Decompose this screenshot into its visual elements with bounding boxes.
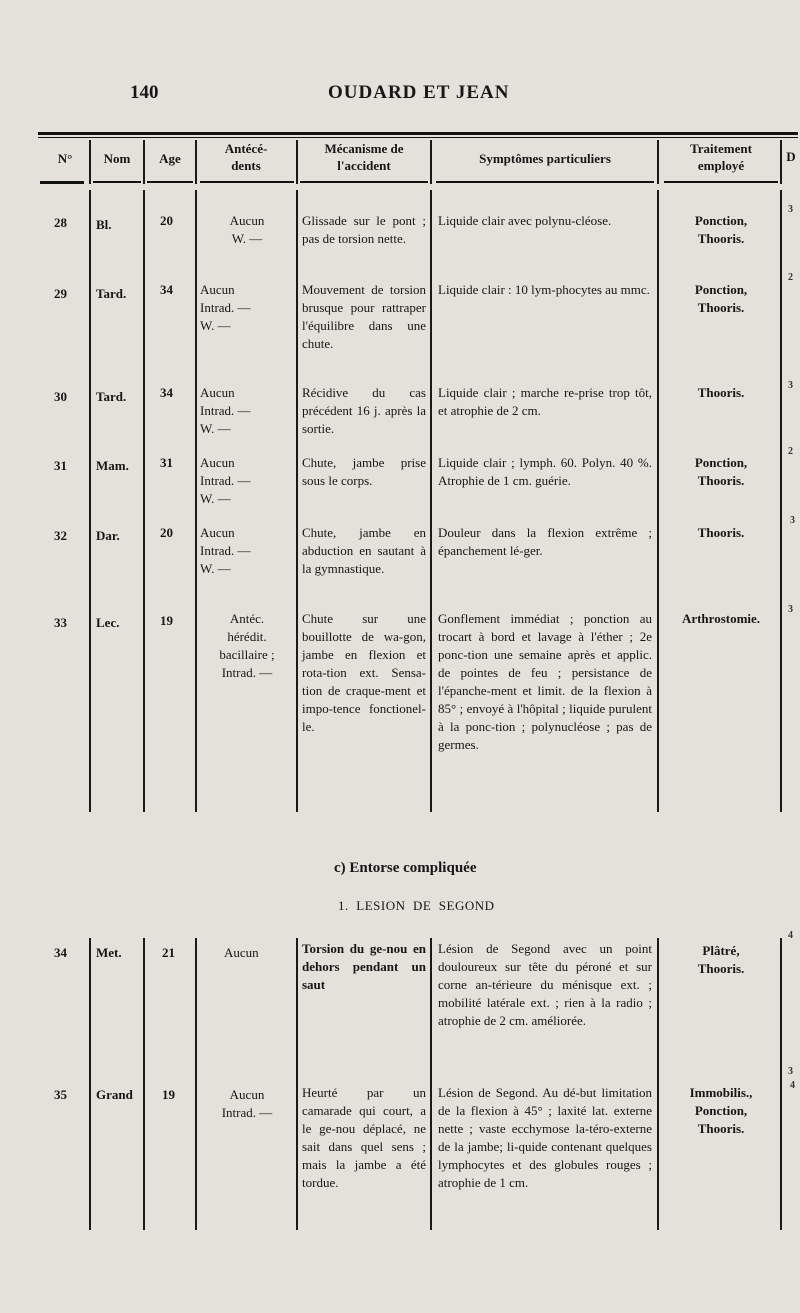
cell-no: 32 [54,528,67,543]
cell-antecedents: Aucun Intrad. — [221,1087,273,1120]
table-top-rule [38,132,798,135]
cell-traitement: Ponction, Thooris. [694,213,748,246]
cell-symptomes: Lésion de Segond avec un point douloureux sur tête du péroné et sur corne an-térieure du ménisque ext. ; mobilité latérale ext. ; rien à la radio ; atrophie de 2 cm. améliorée. [438,941,652,1028]
col-divider [657,938,659,1230]
cell-symptomes: Liquide clair avec polynu-cléose. [438,213,612,228]
cell-age: 19 [162,1087,175,1102]
header-rule-no [40,181,84,184]
header-traitement: Traitement employé [690,141,752,173]
edge-fragment: 3 [790,515,795,526]
header-nom: Nom [103,151,131,166]
cell-nom: Bl. [96,217,112,232]
edge-fragment: 2 [788,272,793,283]
col-divider [296,938,298,1230]
cell-mecanisme: Chute, jambe prise sous le corps. [302,455,426,488]
edge-fragment: 3 [788,380,793,391]
cell-no: 33 [54,615,67,630]
cell-age: 34 [160,282,173,297]
cell-mecanisme: Chute sur une bouillotte de wa-gon, jambe en flexion et rota-tion ext. Sensa-tion de craque-ment et impo-tence fonctionel-le. [302,611,426,734]
header-symptomes: Symptômes particuliers [479,151,611,166]
cell-antecedents: Aucun [224,945,259,960]
cell-symptomes: Liquide clair : 10 lym-phocytes au mmc. [438,282,650,297]
col-divider [430,190,432,812]
cell-nom: Grand [96,1087,133,1102]
cell-traitement: Plâtré, Thooris. [697,943,745,976]
header-rule-age [147,181,193,183]
col-divider [657,140,659,184]
cell-traitement: Immobilis., Ponction, Thooris. [689,1085,753,1136]
col-divider [89,190,91,812]
col-divider [143,938,145,1230]
cell-no: 28 [54,215,67,230]
cell-symptomes: Liquide clair ; lymph. 60. Polyn. 40 %. Atrophie de 1 cm. guérie. [438,455,652,488]
cell-nom: Met. [96,945,122,960]
cell-antecedents: Antéc. hérédit. bacillaire ; Intrad. — [219,611,275,680]
cell-nom: Tard. [96,286,127,301]
cell-antecedents: Aucun Intrad. — W. — [200,282,251,333]
cell-mecanisme: Mouvement de torsion brusque pour rattraper l'équilibre dans une chute. [302,282,426,351]
cell-nom: Mam. [96,458,129,473]
header-rule-symptomes [436,181,654,183]
col-divider [296,190,298,812]
col-divider [195,190,197,812]
subsection-title: 1. LESION DE SEGOND [338,898,495,913]
col-divider [780,140,782,184]
col-divider [89,938,91,1230]
cell-symptomes: Douleur dans la flexion extrême ; épanchement lé-ger. [438,525,652,558]
cell-traitement: Thooris. [697,385,745,400]
running-title: OUDARD ET JEAN [328,82,510,103]
cell-antecedents: Aucun Intrad. — W. — [200,385,251,436]
col-divider [89,140,91,184]
cell-mecanisme: Torsion du ge-nou en dehors pendant un saut [302,941,426,992]
cell-antecedents: Aucun Intrad. — W. — [200,455,251,506]
col-divider [195,938,197,1230]
col-divider [430,140,432,184]
edge-fragment: 4 [788,930,793,941]
cell-age: 19 [160,613,173,628]
header-rule-mecanisme [300,181,428,183]
cell-antecedents: Aucun W. — [229,213,265,246]
cell-nom: Tard. [96,389,127,404]
header-age: Age [159,151,181,166]
col-divider [296,140,298,184]
cell-traitement: Ponction, Thooris. [694,282,748,315]
cell-traitement: Ponction, Thooris. [694,455,748,488]
col-divider [143,140,145,184]
col-divider [143,190,145,812]
edge-fragment: 3 [788,204,793,215]
header-mecanisme: Mécanisme de l'accident [324,141,404,173]
cell-antecedents: Aucun Intrad. — W. — [200,525,251,576]
col-divider [780,190,782,812]
cell-symptomes: Lésion de Segond. Au dé-but limitation de la flexion à 45° ; laxité lat. externe nette ; vaste ecchymose la-téro-externe de la jambe; li-quide contenant quelques lymphocytes et des globules rouges ; atrophie de 1 cm. [438,1085,652,1190]
cell-no: 35 [54,1087,67,1102]
cell-traitement: Thooris. [697,525,745,540]
cell-age: 21 [162,945,175,960]
section-title: c) Entorse compliquée [334,860,477,876]
col-divider [195,140,197,184]
cell-age: 20 [160,213,173,228]
header-antecedents: Antécé- dents [224,141,268,173]
cell-no: 31 [54,458,67,473]
cell-traitement: Arthrostomie. [681,611,761,626]
cell-mecanisme: Heurté par un camarade qui court, a le ge-nou déplacé, ne sait dans quel sens ; mais la jambe a été tordue. [302,1085,426,1190]
edge-fragment: 2 [788,446,793,457]
header-rule-traitement [664,181,778,183]
cell-symptomes: Gonflement immédiat ; ponction au trocart à bord et lavage à l'éther ; 2e ponc-tion une semaine après et applic. de pointes de feu ; persistance de l'épanche-ment et limit. de la flexion à 85° ; envoyé à l'hôpital ; liquide purulent à la ponc-tion ; polynucléose ; pas de germes. [438,611,652,752]
cell-age: 34 [160,385,173,400]
cell-age: 31 [160,455,173,470]
cell-nom: Dar. [96,528,120,543]
header-edge: D [786,149,796,164]
edge-fragment: 3 [788,1066,793,1077]
cell-no: 30 [54,389,67,404]
col-divider [780,938,782,1230]
cell-nom: Lec. [96,615,120,630]
header-rule-antecedents [200,181,294,183]
cell-no: 34 [54,945,67,960]
header-rule-nom [93,181,141,183]
table-top-rule-thin [38,137,798,138]
cell-mecanisme: Chute, jambe en abduction en sautant à la gymnastique. [302,525,426,576]
cell-symptomes: Liquide clair ; marche re-prise trop tôt, et atrophie de 2 cm. [438,385,652,418]
cell-age: 20 [160,525,173,540]
page-number: 140 [130,82,159,103]
cell-mecanisme: Glissade sur le pont ; pas de torsion nette. [302,213,426,246]
col-divider [430,938,432,1230]
col-divider [657,190,659,812]
cell-no: 29 [54,286,67,301]
edge-fragment: 4 [790,1080,795,1091]
header-no: N° [57,151,73,166]
edge-fragment: 3 [788,604,793,615]
cell-mecanisme: Récidive du cas précédent 16 j. après la sortie. [302,385,426,436]
